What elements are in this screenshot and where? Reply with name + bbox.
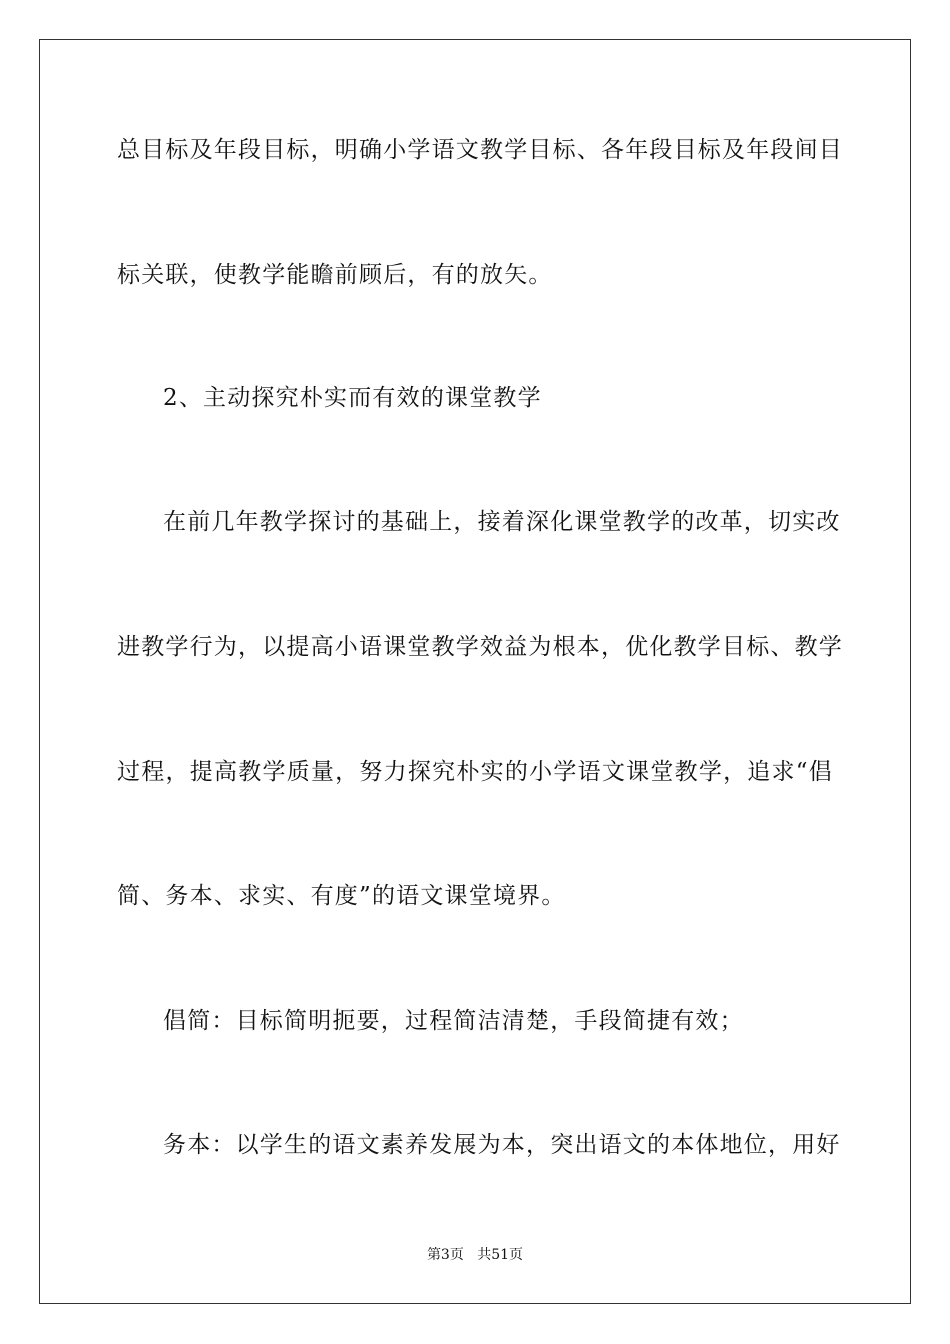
section-heading: 2、主动探究朴实而有效的课堂教学 [163,385,542,411]
paragraph-line: 总目标及年段目标，明确小学语文教学目标、各年段目标及年段间目 [117,137,843,163]
paragraph-line: 务本：以学生的语文素养发展为本，突出语文的本体地位，用好 [163,1132,841,1158]
page-total: 共51页 [477,1247,524,1263]
page-number: 第3页 [426,1247,464,1263]
paragraph-line: 进教学行为，以提高小语课堂教学效益为根本，优化教学目标、教学 [117,634,843,660]
paragraph-line: 标关联，使教学能瞻前顾后，有的放矢。 [117,262,553,288]
page-border [39,39,911,1304]
paragraph-line: 简、务本、求实、有度”的语文课堂境界。 [117,883,566,909]
paragraph-line: 过程，提高教学质量，努力探究朴实的小学语文课堂教学，追求“倡 [117,759,833,785]
paragraph-line: 倡简：目标简明扼要，过程简洁清楚，手段简捷有效； [163,1008,744,1034]
page-footer [0,1246,950,1264]
paragraph-line: 在前几年教学探讨的基础上，接着深化课堂教学的改革，切实改 [163,509,841,535]
